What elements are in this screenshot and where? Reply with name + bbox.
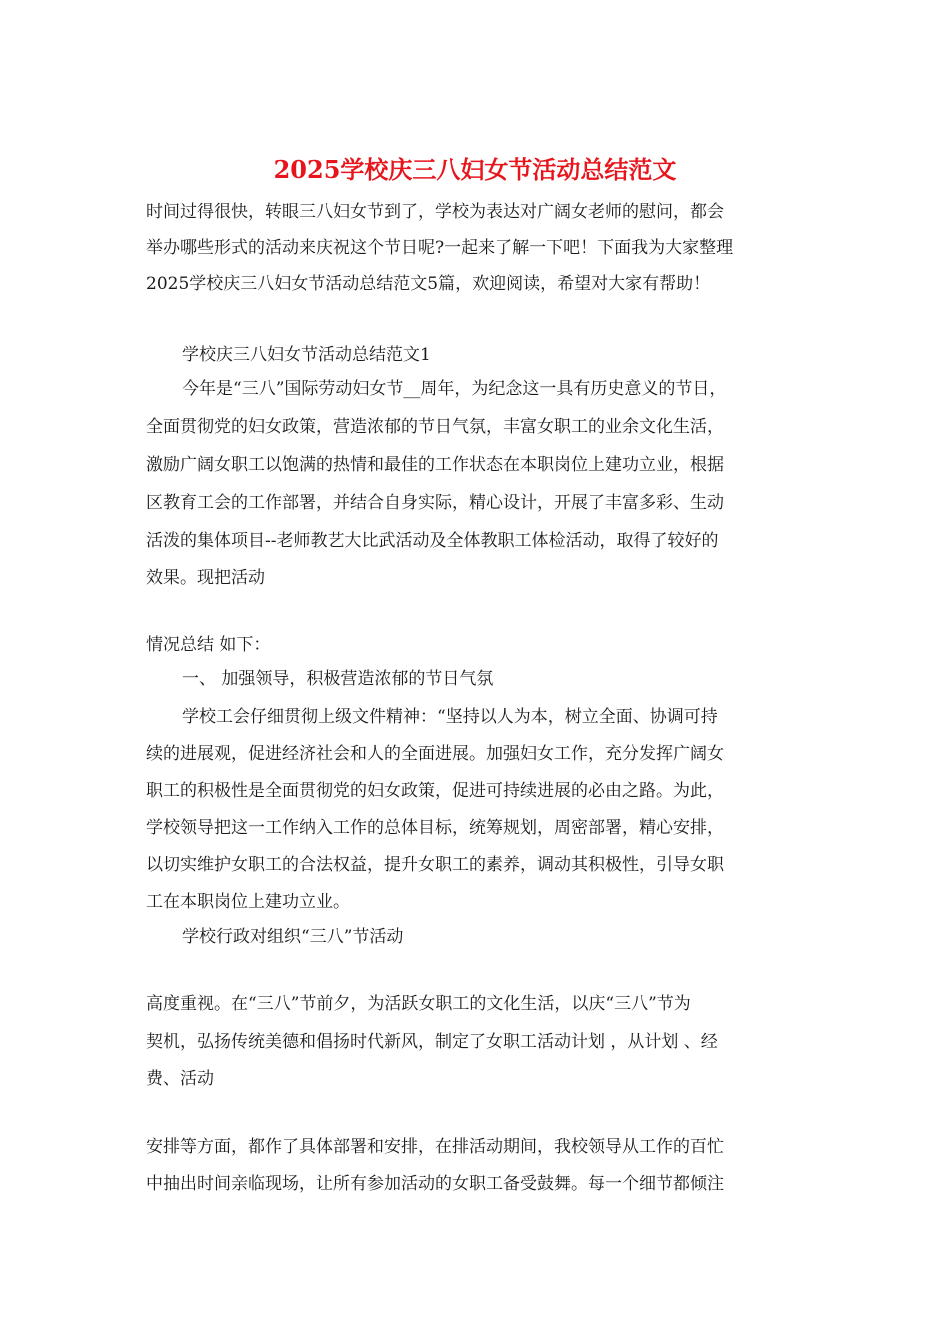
body-line: 工在本职岗位上建功立业。 [146, 892, 350, 912]
body-line: 情况总结 如下： [146, 635, 271, 655]
document-title: 2025学校庆三八妇女节活动总结范文 [273, 155, 677, 184]
body-line: 高度重视。在“三八”节前夕，为活跃女职工的文化生活，以庆“三八”节为 [146, 994, 691, 1014]
body-line: 全面贯彻党的妇女政策，营造浓郁的节日气氛，丰富女职工的业余文化生活， [146, 417, 724, 437]
body-line: 时间过得很快，转眼三八妇女节到了，学校为表达对广阔女老师的慰问，都会 [146, 202, 724, 222]
body-line: 激励广阔女职工以饱满的热情和最佳的工作状态在本职岗位上建功立业，根据 [146, 455, 724, 475]
body-line: 活泼的集体项目--老师教艺大比武活动及全体教职工体检活动，取得了较好的 [146, 531, 719, 551]
body-line: 中抽出时间亲临现场，让所有参加活动的女职工备受鼓舞。每一个细节都倾注 [146, 1174, 724, 1194]
subsection-heading: 一、 加强领导，积极营造浓郁的节日气氛 [182, 669, 494, 689]
body-line: 以切实维护女职工的合法权益，提升女职工的素养，调动其积极性，引导女职 [146, 855, 724, 875]
body-line: 费、活动 [146, 1069, 214, 1089]
body-line: 学校行政对组织“三八”节活动 [182, 927, 404, 947]
body-line: 学校工会仔细贯彻上级文件精神：“坚持以人为本，树立全面、协调可持 [182, 707, 718, 727]
body-line: 举办哪些形式的活动来庆祝这个节日呢?一起来了解一下吧！下面我为大家整理 [146, 238, 734, 258]
body-line: 职工的积极性是全面贯彻党的妇女政策，促进可持续进展的必由之路。为此， [146, 781, 724, 801]
body-line: 续的进展观，促进经济社会和人的全面进展。加强妇女工作，充分发挥广阔女 [146, 744, 724, 764]
body-line: 区教育工会的工作部署，并结合自身实际，精心设计，开展了丰富多彩、生动 [146, 493, 724, 513]
body-line: 安排等方面，都作了具体部署和安排，在排活动期间，我校领导从工作的百忙 [146, 1137, 724, 1157]
body-line: 效果。现把活动 [146, 568, 265, 588]
body-line: 学校领导把这一工作纳入工作的总体目标，统筹规划，周密部署，精心安排， [146, 818, 724, 838]
body-line: 今年是“三八”国际劳动妇女节__周年，为纪念这一具有历史意义的节日， [182, 379, 727, 399]
body-line: 2025学校庆三八妇女节活动总结范文5篇，欢迎阅读，希望对大家有帮助！ [146, 274, 711, 294]
body-line: 契机，弘扬传统美德和倡扬时代新风，制定了女职工活动计划 ，从计划 、经 [146, 1032, 718, 1052]
section-heading: 学校庆三八妇女节活动总结范文1 [182, 345, 431, 365]
